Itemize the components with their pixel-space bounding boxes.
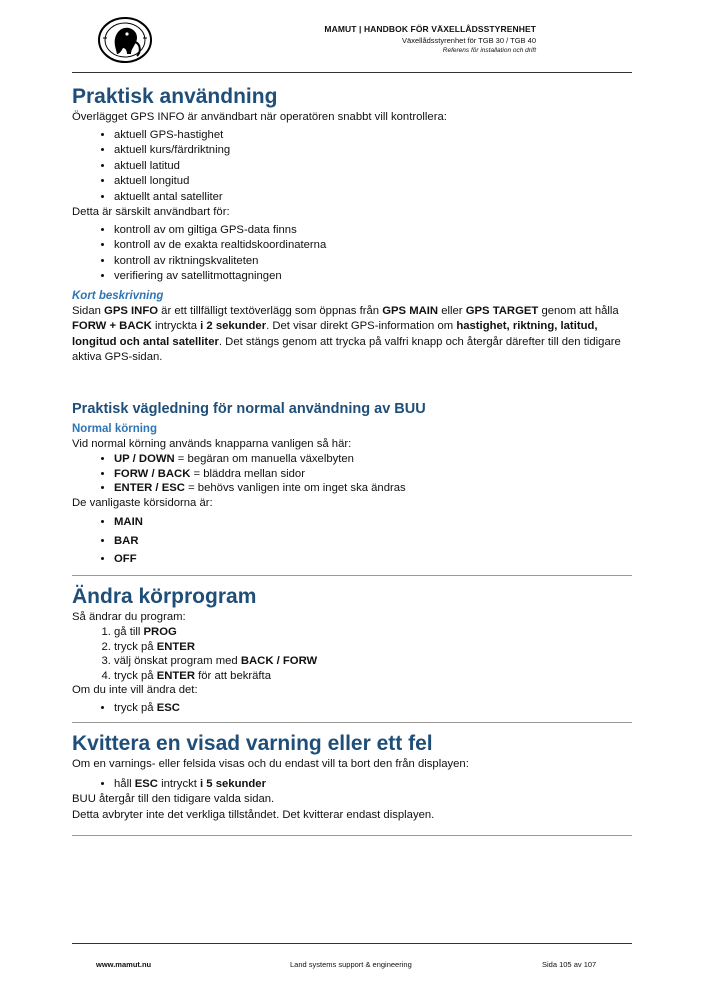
list-item: 3. välj önskat program med BACK / FORW: [114, 654, 632, 669]
header-rule: [72, 72, 632, 73]
list-item: • OFF: [114, 550, 632, 569]
list-item: • aktuellt antal satelliter: [114, 190, 632, 206]
section-title-practical-use: Praktisk användning: [72, 85, 278, 108]
list-item: • FORW / BACK = bläddra mellan sidor: [114, 467, 632, 482]
section-title-change-program: Ändra körprogram: [72, 584, 257, 608]
list-item: • BAR: [114, 532, 632, 551]
list-item: • aktuell latitud: [114, 159, 632, 175]
list-item: • kontroll av riktningskvaliteten: [114, 254, 632, 270]
list-item: 2. tryck på ENTER: [114, 640, 632, 655]
list-item: • kontroll av de exakta realtidskoordinaterna: [114, 238, 632, 254]
button-usage-list: [72, 452, 632, 496]
pages-list: [72, 513, 632, 569]
list-item: • MAIN: [114, 513, 632, 532]
paragraph: BUU återgår till den tidigare valda sidan.: [72, 793, 275, 805]
paragraph: Detta avbryter inte det verkliga tillståndet. Det kvitterar endast displayen.: [72, 808, 435, 821]
list-item: • aktuell longitud: [114, 174, 632, 190]
section-divider: [72, 835, 632, 836]
paragraph: Vid normal körning används knapparna vanligen så här:: [72, 437, 352, 450]
list-item: • ENTER / ESC = behövs vanligen inte om inget ska ändras: [114, 481, 632, 496]
list-item: • tryck på ESC: [114, 701, 632, 717]
header-reference: Referens för installation och drift: [442, 47, 536, 54]
footer-website: www.mamut.nu: [96, 960, 152, 969]
header-subtitle: Växellådsstyrenhet för TGB 30 / TGB 40: [402, 36, 536, 45]
footer-page-number: Sida 105 av 107: [542, 960, 597, 969]
section-title-acknowledge-warning: Kvittera en visad varning eller ett fel: [72, 732, 433, 755]
paragraph: Om du inte vill ändra det:: [72, 684, 198, 696]
page-content: [72, 84, 632, 844]
paragraph: Detta är särskilt användbart för:: [72, 206, 230, 218]
list-item: 1. gå till PROG: [114, 625, 632, 640]
list-item: • aktuell GPS-hastighet: [114, 128, 632, 144]
cancel-list: [72, 701, 632, 717]
uses-list: [72, 223, 632, 285]
section-title-practical-guidance: Praktisk vägledning för normal användning av BUU: [72, 400, 426, 417]
page-header: [324, 24, 536, 54]
list-item: • UP / DOWN = begäran om manuella växelbyten: [114, 452, 632, 467]
paragraph: Överlägget GPS INFO är användbart när operatören snabbt vill kontrollera:: [72, 111, 447, 123]
paragraph: Om en varnings- eller felsida visas och du endast vill ta bort den från displayen:: [72, 758, 469, 770]
footer-company: Land systems support & engineering: [290, 960, 412, 969]
subheading-normal-driving: Normal körning: [72, 422, 157, 435]
list-item: 4. tryck på ENTER för att bekräfta: [114, 669, 632, 684]
paragraph: Så ändrar du program:: [72, 610, 186, 623]
gps-info-list: [72, 128, 632, 206]
steps-list: [72, 625, 632, 683]
list-item: • håll ESC intryckt i 5 sekunder: [114, 777, 632, 793]
section-divider: [72, 575, 632, 576]
short-description-paragraph: Sidan GPS INFO är ett tillfälligt textöverlägg som öppnas från GPS MAIN eller GPS TARGET genom att hålla FORW + BACK intryckta i 2 sekunder. Det visar direkt GPS-information om hastighet, riktning, latitud, longitud och antal satelliter. Det stängs genom att trycka på valfri knapp och återgår därefter till den tidigare aktiva GPS-sidan.: [72, 304, 621, 363]
list-item: • kontroll av om giltiga GPS-data finns: [114, 223, 632, 239]
section-divider: [72, 722, 632, 723]
acknowledge-list: [72, 777, 632, 793]
mamut-logo: [97, 16, 153, 64]
list-item: • aktuell kurs/färdriktning: [114, 143, 632, 159]
header-title: MAMUT | HANDBOK FÖR VÄXELLÅDSSTYRENHET: [324, 24, 536, 34]
footer-rule: [72, 943, 632, 944]
paragraph: De vanligaste körsidorna är:: [72, 496, 213, 509]
subheading-short-description: Kort beskrivning: [72, 289, 164, 302]
list-item: • verifiering av satellitmottagningen: [114, 269, 632, 285]
